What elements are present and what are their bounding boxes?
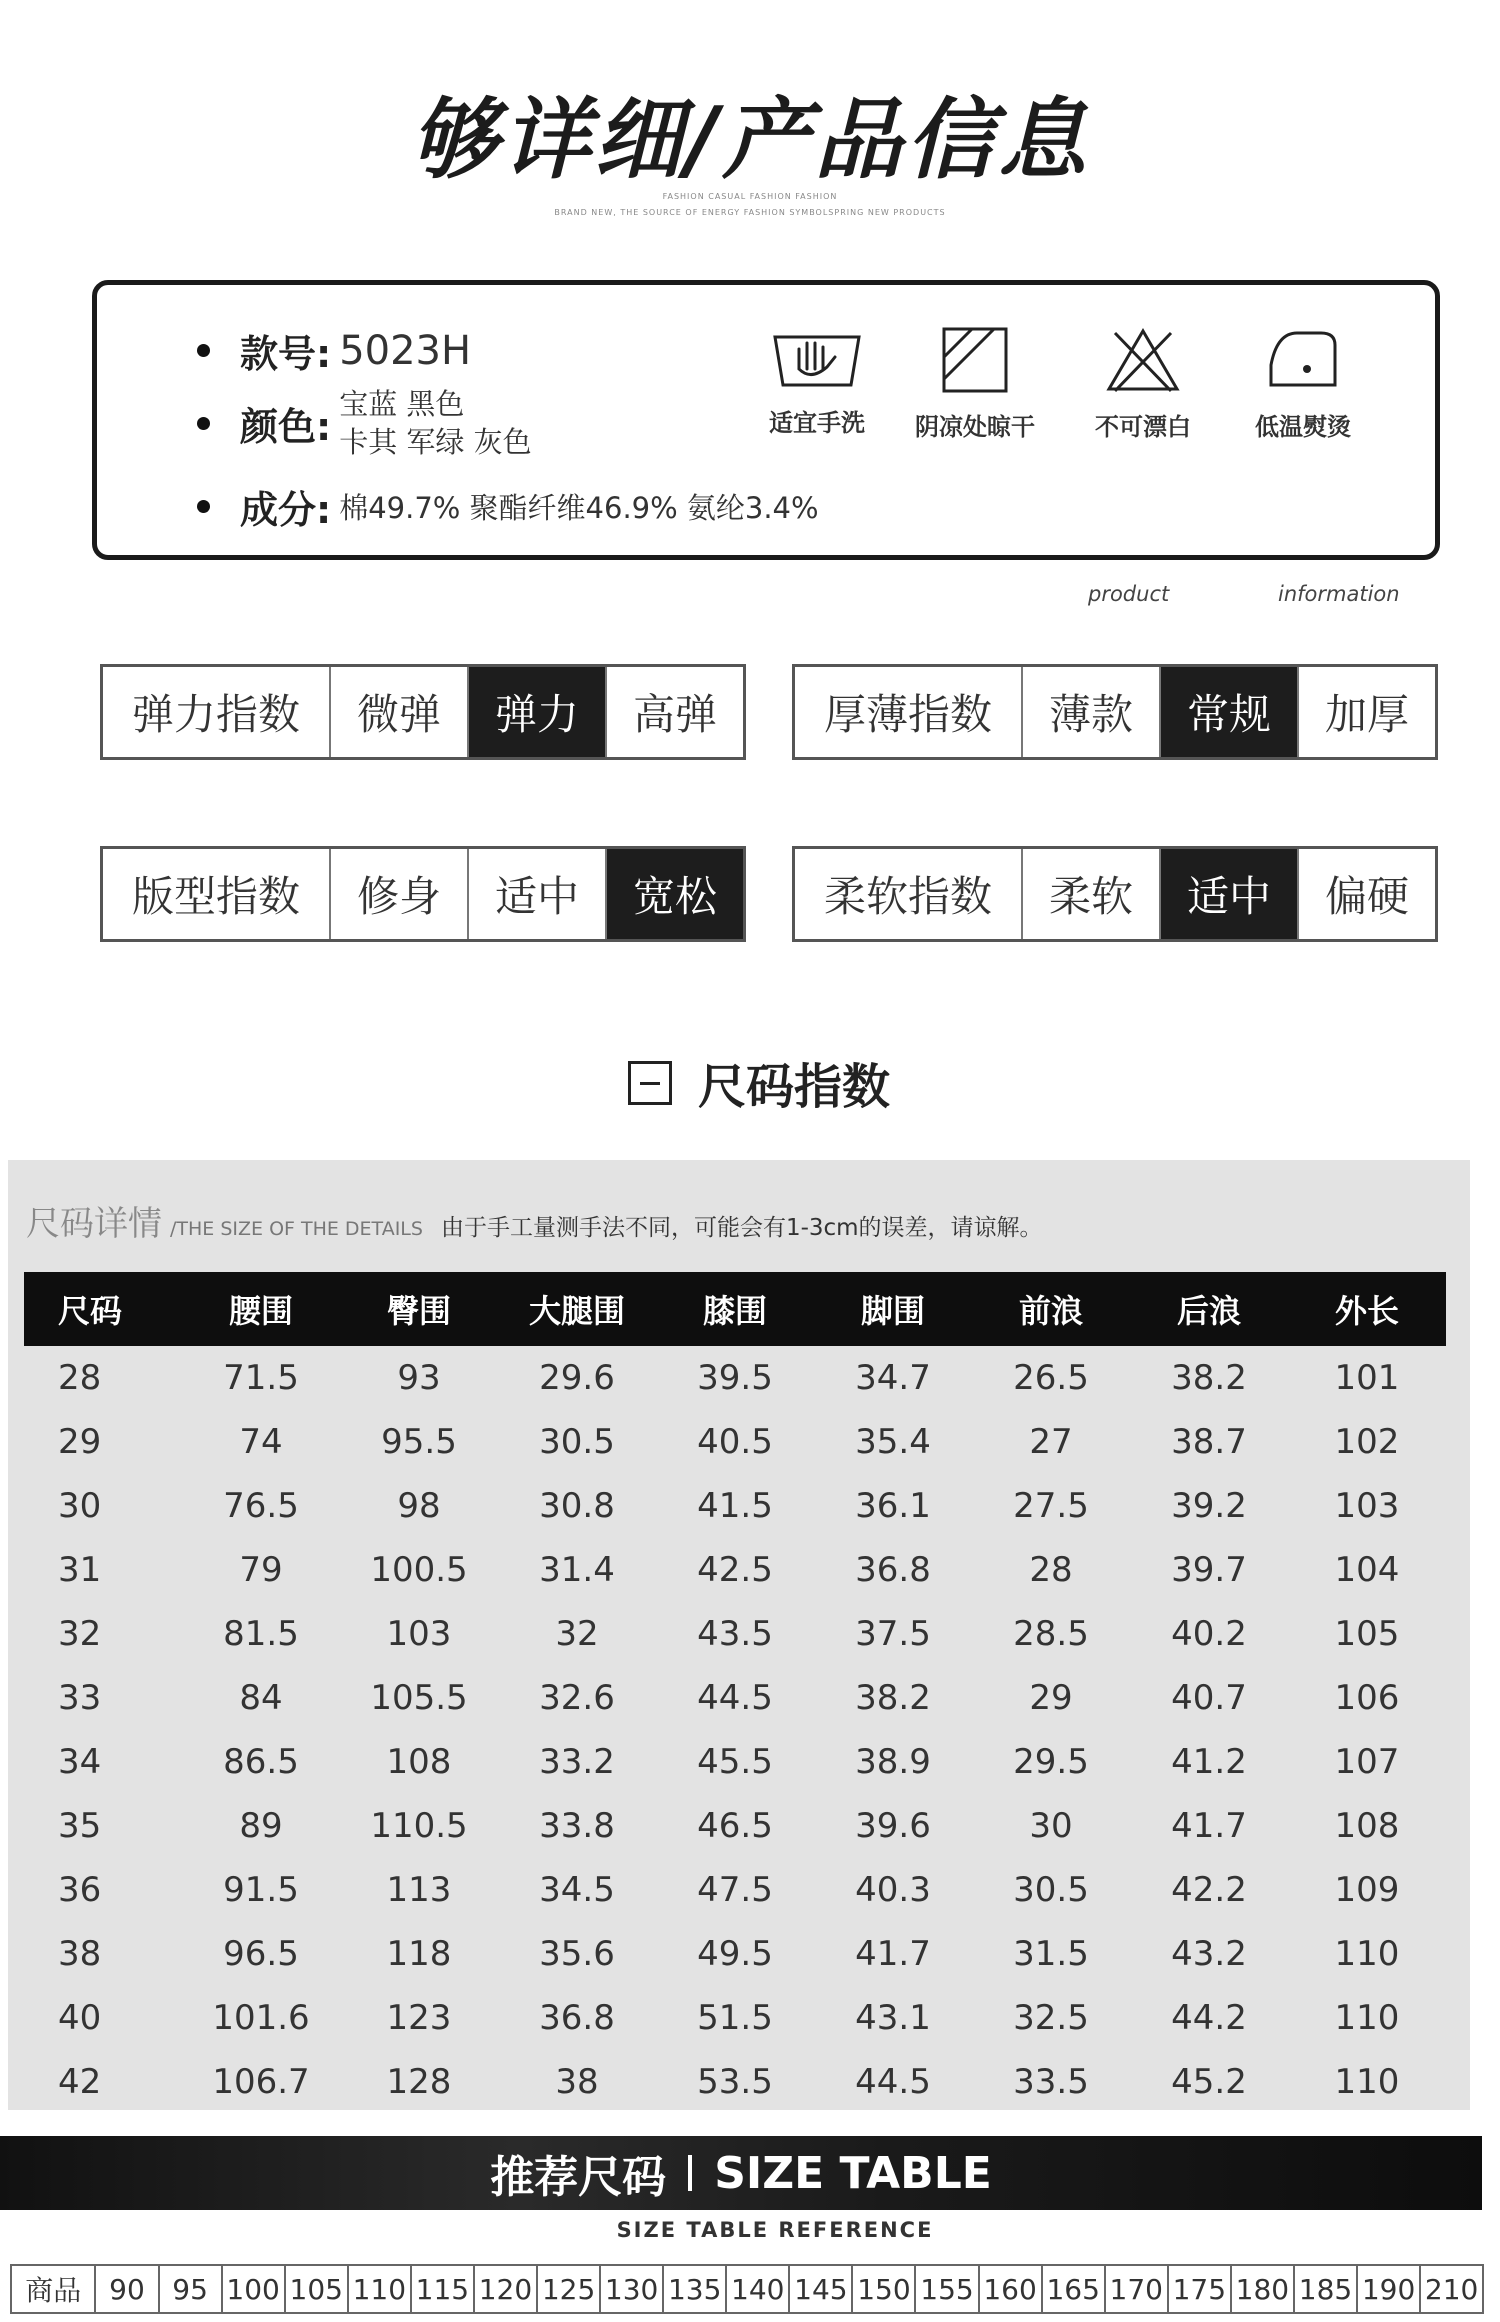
iron-icon bbox=[1263, 325, 1343, 395]
elasticity-option-high: 高弹 bbox=[605, 667, 743, 757]
size-ref-cell: 190 bbox=[1356, 2266, 1419, 2312]
table-cell: 44.5 bbox=[855, 2062, 931, 2102]
care-low-iron-label: 低温熨烫 bbox=[1255, 413, 1351, 441]
thickness-option-thin: 薄款 bbox=[1021, 667, 1159, 757]
table-row bbox=[24, 1602, 1446, 1666]
table-cell: 100.5 bbox=[370, 1550, 468, 1590]
table-cell: 29.5 bbox=[1013, 1742, 1089, 1782]
table-cell: 43.2 bbox=[1171, 1934, 1247, 1974]
size-ref-label: 商品 bbox=[25, 2274, 82, 2307]
page-title: 够详细/产品信息 bbox=[409, 88, 1091, 191]
table-cell: 32 bbox=[58, 1614, 102, 1654]
table-cell: 28.5 bbox=[1013, 1614, 1089, 1654]
table-cell: 103 bbox=[386, 1614, 452, 1654]
table-cell: 37.5 bbox=[855, 1614, 931, 1654]
care-shade-dry bbox=[905, 325, 1045, 442]
size-ref-cell: 120 bbox=[473, 2266, 536, 2312]
care-low-iron bbox=[1233, 325, 1373, 442]
size-ref-cell: 140 bbox=[725, 2266, 788, 2312]
table-cell: 51.5 bbox=[697, 1998, 773, 2038]
table-row bbox=[24, 1410, 1446, 1474]
table-cell: 33.8 bbox=[539, 1806, 615, 1846]
table-cell: 107 bbox=[1334, 1742, 1400, 1782]
color-values-line1: 宝蓝 黑色 bbox=[339, 387, 465, 421]
size-index-heading bbox=[628, 1048, 890, 1117]
table-cell: 45.2 bbox=[1171, 2062, 1247, 2102]
composition-key: 成分: bbox=[240, 488, 332, 532]
size-ref-cell: 105 bbox=[284, 2266, 347, 2312]
care-hand-wash bbox=[747, 325, 887, 438]
table-cell: 128 bbox=[386, 2062, 452, 2102]
model-row bbox=[197, 323, 471, 378]
table-cell: 43.5 bbox=[697, 1614, 773, 1654]
table-cell: 118 bbox=[386, 1934, 452, 1974]
table-cell: 86.5 bbox=[223, 1742, 299, 1782]
thickness-index-label: 厚薄指数 bbox=[823, 690, 992, 739]
table-cell: 28 bbox=[58, 1358, 102, 1398]
table-cell: 38.2 bbox=[1171, 1358, 1247, 1398]
softness-index bbox=[792, 846, 1438, 942]
elasticity-option-slight: 微弹 bbox=[329, 667, 467, 757]
size-ref-cell: 145 bbox=[788, 2266, 851, 2312]
size-ref-cell: 135 bbox=[662, 2266, 725, 2312]
table-cell: 34.7 bbox=[855, 1358, 931, 1398]
table-cell: 47.5 bbox=[697, 1870, 773, 1910]
size-ref-cell: 115 bbox=[410, 2266, 473, 2312]
table-row bbox=[24, 1538, 1446, 1602]
size-detail-title-cn: 尺码详情 bbox=[26, 1204, 162, 1244]
table-cell: 36 bbox=[58, 1870, 102, 1910]
fit-option-loose-selected: 宽松 bbox=[605, 849, 743, 939]
table-cell: 36.1 bbox=[855, 1486, 931, 1526]
table-cell: 84 bbox=[239, 1678, 283, 1718]
fit-option-regular: 适中 bbox=[467, 849, 605, 939]
table-cell: 42 bbox=[58, 2062, 102, 2102]
color-values-line2: 卡其 军绿 灰色 bbox=[339, 425, 532, 459]
table-cell: 35 bbox=[58, 1806, 102, 1846]
size-ref-cell: 100 bbox=[221, 2266, 284, 2312]
table-cell: 40 bbox=[58, 1998, 102, 2038]
table-cell: 32.5 bbox=[1013, 1998, 1089, 2038]
col-header-outseam: 外长 bbox=[1288, 1272, 1446, 1346]
table-cell: 105 bbox=[1334, 1614, 1400, 1654]
size-detail-panel bbox=[8, 1160, 1470, 2110]
model-value: 5023H bbox=[339, 327, 472, 374]
table-cell: 103 bbox=[1334, 1486, 1400, 1526]
table-cell: 53.5 bbox=[697, 2062, 773, 2102]
col-header-leg-opening: 脚围 bbox=[814, 1272, 972, 1346]
table-row bbox=[24, 1986, 1446, 2050]
table-row bbox=[24, 1730, 1446, 1794]
size-ref-cell: 130 bbox=[599, 2266, 662, 2312]
table-cell: 96.5 bbox=[223, 1934, 299, 1974]
table-cell: 34 bbox=[58, 1742, 102, 1782]
size-ref-cell: 155 bbox=[914, 2266, 977, 2312]
model-key: 款号: bbox=[240, 332, 332, 376]
size-detail-title-en: /THE SIZE OF THE DETAILS bbox=[170, 1218, 423, 1240]
fit-index-label: 版型指数 bbox=[131, 872, 300, 921]
table-cell: 35.6 bbox=[539, 1934, 615, 1974]
table-cell: 32 bbox=[555, 1614, 599, 1654]
elasticity-option-stretch-selected: 弹力 bbox=[467, 667, 605, 757]
table-cell: 76.5 bbox=[223, 1486, 299, 1526]
table-cell: 101.6 bbox=[212, 1998, 310, 2038]
table-cell: 89 bbox=[239, 1806, 283, 1846]
thickness-index bbox=[792, 664, 1438, 760]
table-cell: 39.2 bbox=[1171, 1486, 1247, 1526]
table-cell: 81.5 bbox=[223, 1614, 299, 1654]
fit-index bbox=[100, 846, 746, 942]
table-cell: 30 bbox=[58, 1486, 102, 1526]
table-cell: 41.7 bbox=[1171, 1806, 1247, 1846]
table-cell: 98 bbox=[397, 1486, 441, 1526]
table-cell: 30 bbox=[1029, 1806, 1073, 1846]
table-cell: 32.6 bbox=[539, 1678, 615, 1718]
color-key: 颜色: bbox=[240, 404, 332, 449]
table-cell: 123 bbox=[386, 1998, 452, 2038]
header-subtitle-1: FASHION CASUAL FASHION FASHION bbox=[662, 192, 838, 201]
table-cell: 110.5 bbox=[370, 1806, 468, 1846]
table-cell: 42.5 bbox=[697, 1550, 773, 1590]
no-bleach-icon bbox=[1103, 325, 1183, 395]
size-ref-cell: 170 bbox=[1104, 2266, 1167, 2312]
composition-value: 棉49.7% 聚酯纤维46.9% 氨纶3.4% bbox=[339, 491, 819, 525]
table-cell: 39.5 bbox=[697, 1358, 773, 1398]
size-ref-cell: 150 bbox=[851, 2266, 914, 2312]
col-header-waist: 腰围 bbox=[182, 1272, 340, 1346]
table-cell: 42.2 bbox=[1171, 1870, 1247, 1910]
col-header-thigh: 大腿围 bbox=[498, 1272, 656, 1346]
table-cell: 95.5 bbox=[381, 1422, 457, 1462]
size-table bbox=[24, 1272, 1446, 2114]
table-cell: 43.1 bbox=[855, 1998, 931, 2038]
table-cell: 79 bbox=[239, 1550, 283, 1590]
table-row bbox=[24, 1346, 1446, 1410]
care-no-bleach bbox=[1073, 325, 1213, 442]
size-detail-note: 由于手工量测手法不同，可能会有1-3cm的误差，请谅解。 bbox=[440, 1215, 1043, 1241]
table-cell: 109 bbox=[1334, 1870, 1400, 1910]
thickness-option-thick: 加厚 bbox=[1297, 667, 1435, 757]
table-cell: 41.5 bbox=[697, 1486, 773, 1526]
table-cell: 106 bbox=[1334, 1678, 1400, 1718]
table-cell: 106.7 bbox=[212, 2062, 310, 2102]
table-cell: 46.5 bbox=[697, 1806, 773, 1846]
size-ref-cell: 175 bbox=[1167, 2266, 1230, 2312]
bullet-icon bbox=[197, 344, 210, 357]
table-cell: 93 bbox=[397, 1358, 441, 1398]
care-shade-dry-label: 阴凉处晾干 bbox=[915, 413, 1035, 441]
table-row bbox=[24, 1858, 1446, 1922]
table-cell: 113 bbox=[386, 1870, 452, 1910]
table-cell: 29.6 bbox=[539, 1358, 615, 1398]
size-ref-cell: 210 bbox=[1419, 2266, 1482, 2312]
page-header bbox=[0, 0, 1500, 240]
table-cell: 108 bbox=[386, 1742, 452, 1782]
table-cell: 38.9 bbox=[855, 1742, 931, 1782]
size-ref-cell: 95 bbox=[158, 2266, 221, 2312]
care-hand-wash-label: 适宜手洗 bbox=[769, 409, 865, 437]
table-row bbox=[24, 1474, 1446, 1538]
banner-separator bbox=[688, 2155, 692, 2191]
size-ref-cell: 160 bbox=[978, 2266, 1041, 2312]
table-cell: 71.5 bbox=[223, 1358, 299, 1398]
table-cell: 40.7 bbox=[1171, 1678, 1247, 1718]
softness-option-medium-selected: 适中 bbox=[1159, 849, 1297, 939]
softness-option-soft: 柔软 bbox=[1021, 849, 1159, 939]
composition-row bbox=[197, 479, 819, 534]
table-cell: 29 bbox=[58, 1422, 102, 1462]
bullet-icon bbox=[197, 417, 210, 430]
table-cell: 30.5 bbox=[1013, 1870, 1089, 1910]
table-cell: 39.6 bbox=[855, 1806, 931, 1846]
table-cell: 105.5 bbox=[370, 1678, 468, 1718]
table-cell: 30.8 bbox=[539, 1486, 615, 1526]
size-ref-cell: 165 bbox=[1041, 2266, 1104, 2312]
table-cell: 31 bbox=[58, 1550, 102, 1590]
table-cell: 110 bbox=[1334, 1934, 1400, 1974]
shade-dry-icon bbox=[940, 325, 1010, 395]
bullet-icon bbox=[197, 500, 210, 513]
table-cell: 39.7 bbox=[1171, 1550, 1247, 1590]
size-ref-cell: 185 bbox=[1293, 2266, 1356, 2312]
table-cell: 104 bbox=[1334, 1550, 1400, 1590]
table-cell: 91.5 bbox=[223, 1870, 299, 1910]
table-cell: 41.7 bbox=[855, 1934, 931, 1974]
table-cell: 31.4 bbox=[539, 1550, 615, 1590]
table-cell: 40.5 bbox=[697, 1422, 773, 1462]
thickness-option-regular-selected: 常规 bbox=[1159, 667, 1297, 757]
table-cell: 28 bbox=[1029, 1550, 1073, 1590]
table-cell: 33.2 bbox=[539, 1742, 615, 1782]
table-cell: 108 bbox=[1334, 1806, 1400, 1846]
minus-box-icon bbox=[628, 1061, 672, 1105]
hand-wash-icon bbox=[769, 325, 865, 391]
care-no-bleach-label: 不可漂白 bbox=[1095, 413, 1191, 441]
table-cell: 31.5 bbox=[1013, 1934, 1089, 1974]
table-cell: 38.2 bbox=[855, 1678, 931, 1718]
table-cell: 49.5 bbox=[697, 1934, 773, 1974]
table-cell: 30.5 bbox=[539, 1422, 615, 1462]
size-table-header-row bbox=[24, 1272, 1446, 1346]
table-cell: 27.5 bbox=[1013, 1486, 1089, 1526]
size-ref-cell: 125 bbox=[536, 2266, 599, 2312]
table-cell: 38.7 bbox=[1171, 1422, 1247, 1462]
size-ref-cell: 180 bbox=[1230, 2266, 1293, 2312]
table-cell: 74 bbox=[239, 1422, 283, 1462]
softness-index-label: 柔软指数 bbox=[823, 872, 992, 921]
fit-option-slim: 修身 bbox=[329, 849, 467, 939]
table-cell: 38 bbox=[58, 1934, 102, 1974]
table-cell: 27 bbox=[1029, 1422, 1073, 1462]
table-cell: 44.5 bbox=[697, 1678, 773, 1718]
table-cell: 36.8 bbox=[855, 1550, 931, 1590]
col-header-hip: 臀围 bbox=[340, 1272, 498, 1346]
table-cell: 33.5 bbox=[1013, 2062, 1089, 2102]
table-cell: 44.2 bbox=[1171, 1998, 1247, 2038]
product-tag: product bbox=[1088, 582, 1170, 606]
table-row bbox=[24, 2050, 1446, 2114]
col-header-back-rise: 后浪 bbox=[1130, 1272, 1288, 1346]
header-subtitle-2: BRAND NEW, THE SOURCE OF ENERGY FASHION SYMBOLSPRING NEW PRODUCTS bbox=[554, 208, 946, 217]
table-row bbox=[24, 1922, 1446, 1986]
table-cell: 40.2 bbox=[1171, 1614, 1247, 1654]
elasticity-index-label: 弹力指数 bbox=[131, 690, 300, 739]
product-info-box bbox=[92, 280, 1440, 560]
col-header-size: 尺码 bbox=[24, 1272, 182, 1346]
table-cell: 35.4 bbox=[855, 1422, 931, 1462]
table-cell: 34.5 bbox=[539, 1870, 615, 1910]
color-row bbox=[197, 385, 532, 461]
size-table-reference: SIZE TABLE REFERENCE bbox=[616, 2218, 934, 2242]
table-row bbox=[24, 1794, 1446, 1858]
col-header-knee: 膝围 bbox=[656, 1272, 814, 1346]
table-cell: 45.5 bbox=[697, 1742, 773, 1782]
table-cell: 110 bbox=[1334, 2062, 1400, 2102]
table-cell: 29 bbox=[1029, 1678, 1073, 1718]
softness-option-stiff: 偏硬 bbox=[1297, 849, 1435, 939]
table-cell: 26.5 bbox=[1013, 1358, 1089, 1398]
size-index-title: 尺码指数 bbox=[698, 1059, 891, 1115]
recommend-size-row bbox=[10, 2264, 1484, 2314]
table-cell: 101 bbox=[1334, 1358, 1400, 1398]
table-cell: 38 bbox=[555, 2062, 599, 2102]
recommend-title-cn: 推荐尺码 bbox=[490, 2152, 667, 2203]
size-ref-cell: 110 bbox=[347, 2266, 410, 2312]
table-cell: 40.3 bbox=[855, 1870, 931, 1910]
table-cell: 41.2 bbox=[1171, 1742, 1247, 1782]
table-cell: 102 bbox=[1334, 1422, 1400, 1462]
size-detail-header bbox=[26, 1196, 1043, 1245]
table-cell: 110 bbox=[1334, 1998, 1400, 2038]
recommend-size-banner bbox=[0, 2136, 1482, 2210]
col-header-front-rise: 前浪 bbox=[972, 1272, 1130, 1346]
elasticity-index bbox=[100, 664, 746, 760]
size-ref-cell: 90 bbox=[94, 2266, 157, 2312]
table-cell: 33 bbox=[58, 1678, 102, 1718]
information-tag: information bbox=[1278, 582, 1400, 606]
table-row bbox=[24, 1666, 1446, 1730]
recommend-title-en: SIZE TABLE bbox=[714, 2147, 992, 2199]
table-cell: 36.8 bbox=[539, 1998, 615, 2038]
